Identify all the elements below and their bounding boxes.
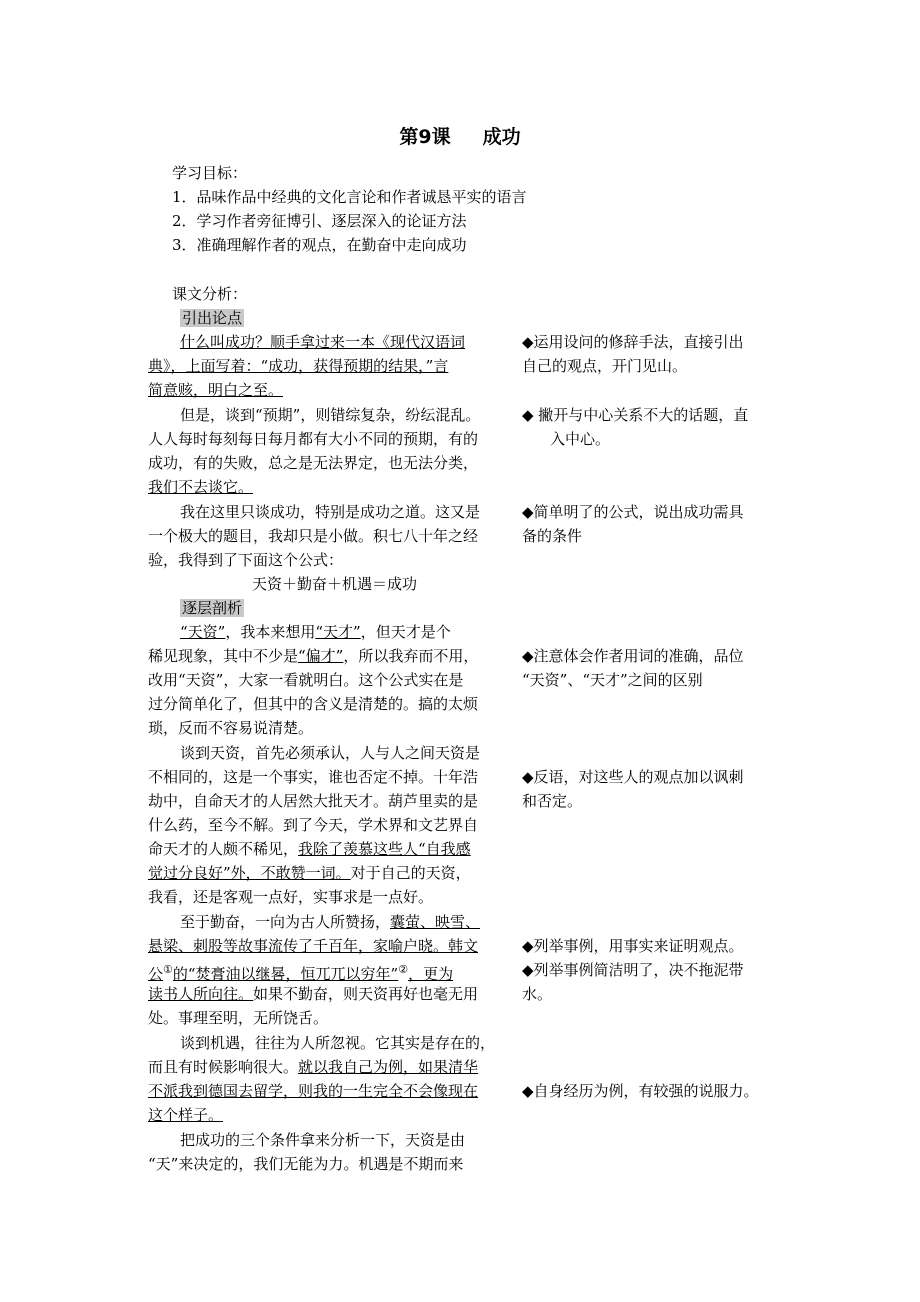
annotation-note: 自己的观点，开门见山。 [522,357,688,375]
text-line: 读书人所向往。如果不勤奋，则天资再好也毫无用 [148,985,479,1003]
page-title [0,122,920,149]
annotation-note: ◆列举事例，用事实来证明观点。 [522,937,744,955]
text-line: 不派我到德国去留学，则我的一生完全不会像现在 [148,1082,479,1100]
objective-item: 3．准确理解作者的观点，在勤奋中走向成功 [172,236,467,254]
text-line: “天”来决定的，我们无能为力。机遇是不期而来 [148,1155,464,1173]
text-line: 典》，上面写着：“成功，获得预期的结果，”言 [148,357,449,375]
text-line: 不相同的，这是一个事实，谁也否定不掉。十年浩 [148,768,479,786]
text-line: 而且有时候影响很大。就以我自己为例，如果清华 [148,1058,479,1076]
text-line: 把成功的三个条件拿来分析一下，天资是由 [180,1131,466,1149]
annotation-note: ◆自身经历为例，有较强的说服力。 [522,1082,759,1100]
text-line: 悬梁、刺股等故事流传了千百年，家喻户晓。韩文 [148,937,479,955]
text-line: 劫中，自命天才的人居然大批天才。葫芦里卖的是 [148,792,479,810]
text-line: 我看，还是客观一点好，实事求是一点好。 [148,888,434,906]
analysis-heading: 课文分析： [172,285,248,303]
text-line: 谈到机遇，往往为人所忽视。它其实是存在的， [180,1034,496,1052]
annotation-note: “天资”、“天才”之间的区别 [522,671,703,689]
text-line: 什么叫成功？顺手拿过来一本《现代汉语词 [180,333,466,351]
text-line: 什么药，至今不解。到了今天，学术界和文艺界自 [148,816,479,834]
text-line: 改用“天资”，大家一看就明白。这个公式实在是 [148,671,464,689]
text-line: 至于勤奋，一向为古人所赞扬，囊萤、映雪、 [180,913,481,931]
text-line: 成功，有的失败，总之是无法界定，也无法分类， [148,454,479,472]
annotation-note: 备的条件 [522,527,583,545]
text-line: 琐，反而不容易说清楚。 [148,719,314,737]
annotation-note: 水。 [522,985,553,1003]
text-line: 简意赅，明白之至。 [148,381,284,399]
annotation-note: 入中心。 [550,430,611,448]
text-line: 验，我得到了下面这个公式： [148,551,344,569]
objective-item: 2．学习作者旁征博引、逐层深入的论证方法 [172,212,467,230]
annotation-note: ◆运用设问的修辞手法，直接引出 [522,333,744,351]
text-line: “天资”，我本来想用“天才”，但天才是个 [180,623,451,641]
text-line: 人人每时每刻每日每月都有大小不同的预期，有的 [148,430,479,448]
annotation-note: ◆反语，对这些人的观点加以讽刺 [522,768,744,786]
lesson-name: 成功 [482,126,521,148]
objective-item: 1．品味作品中经典的文化言论和作者诚恳平实的语言 [172,188,527,206]
section-label-analysis: 逐层剖析 [182,599,243,617]
text-line: 稀见现象，其中不少是“偏才”，所以我弃而不用， [148,647,479,665]
section-label-intro: 引出论点 [182,309,243,327]
annotation-note: ◆简单明了的公式，说出成功需具 [522,503,744,521]
text-line: 觉过分良好”外，不敢赞一词。对于自己的天资， [148,864,471,882]
text-line: 公①的“焚膏油以继晷，恒兀兀以穷年”②，更为 [148,963,454,983]
objectives-heading: 学习目标： [172,164,248,182]
lesson-number: 第9课 [399,126,451,148]
annotation-note: ◆ 撇开与中心关系不大的话题，直 [522,406,749,424]
formula: 天资＋勤奋＋机遇＝成功 [252,575,418,593]
annotation-note: ◆列举事例简洁明了，决不拖泥带 [522,961,744,979]
text-line: 谈到天资，首先必须承认，人与人之间天资是 [180,744,481,762]
text-line: 但是，谈到“预期”，则错综复杂，纷纭混乱。 [180,406,481,424]
annotation-note: ◆注意体会作者用词的准确，品位 [522,647,744,665]
text-line: 一个极大的题目，我却只是小做。积七八十年之经 [148,527,479,545]
text-line: 命天才的人颇不稀见，我除了羡慕这些人“自我感 [148,840,471,858]
text-line: 过分简单化了，但其中的含义是清楚的。搞的太烦 [148,695,479,713]
text-line: 处。事理至明，无所饶舌。 [148,1009,329,1027]
annotation-note: 和否定。 [522,792,583,810]
text-line: 这个样子。 [148,1106,224,1124]
text-line: 我们不去谈它。 [148,478,254,496]
text-line: 我在这里只谈成功，特别是成功之道。这又是 [180,503,481,521]
